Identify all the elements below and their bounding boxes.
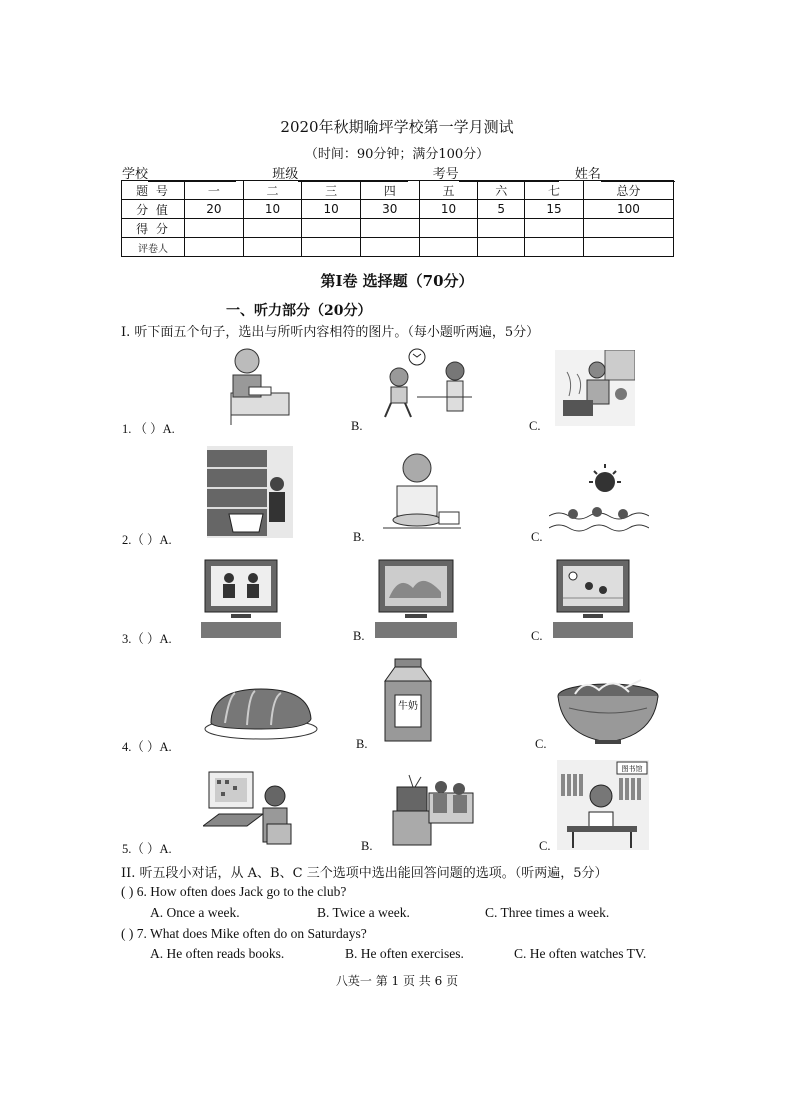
question-label: 1. （ ）A. <box>122 422 175 436</box>
tv-cartoon-image <box>375 558 457 638</box>
table-cell: 三 <box>302 181 361 200</box>
table-cell: 五 <box>419 181 478 200</box>
library-sign: 图书馆 <box>621 765 643 773</box>
score-cell[interactable] <box>243 219 302 238</box>
option-label: B. <box>351 419 363 433</box>
exam-title: 2020年秋期喻坪学校第一学月测试 <box>280 118 514 136</box>
tv-news-image <box>201 558 281 638</box>
question-instruction: II. 听五段小对话，从 A、B、C 三个选项中选出能回答问题的选项。（听两遍，5分） <box>121 866 608 881</box>
milk-carton-image <box>379 657 437 743</box>
option-b[interactable]: B. Twice a week. <box>317 905 410 920</box>
score-cell[interactable] <box>360 219 419 238</box>
table-cell: 100 <box>583 200 673 219</box>
table-cell: 10 <box>243 200 302 219</box>
bread-image <box>201 683 319 741</box>
page-footer: 八英一 第 1 页 共 6 页 <box>335 974 459 988</box>
option-label: C. <box>531 530 543 544</box>
score-cell[interactable] <box>525 219 584 238</box>
table-cell: 10 <box>419 200 478 219</box>
table-cell: 题 号 <box>122 181 185 200</box>
grader-cell[interactable] <box>243 238 302 257</box>
kids-playing-ball-image <box>377 347 472 427</box>
score-cell[interactable] <box>419 219 478 238</box>
supermarket-shopping-image <box>207 446 293 538</box>
option-label: C. <box>535 737 547 751</box>
table-cell: 二 <box>243 181 302 200</box>
question-stem: ( ) 7. What does Mike often do on Saturdays? <box>121 926 367 941</box>
school-label: 学校 <box>122 167 149 182</box>
section-title: 一、听力部分（20分） <box>226 303 372 319</box>
score-cell[interactable] <box>583 219 673 238</box>
table-row <box>122 181 674 200</box>
table-row <box>122 200 674 219</box>
table-cell: 30 <box>360 200 419 219</box>
option-b[interactable]: B. He often exercises. <box>345 946 464 961</box>
table-cell: 一 <box>185 181 244 200</box>
score-cell[interactable] <box>302 219 361 238</box>
question-label: 2.（ ）A. <box>122 533 172 547</box>
table-cell: 5 <box>478 200 525 219</box>
grader-cell[interactable] <box>360 238 419 257</box>
tv-sports-image <box>553 558 633 638</box>
table-cell: 六 <box>478 181 525 200</box>
boy-using-computer-image <box>203 770 297 850</box>
table-cell: 20 <box>185 200 244 219</box>
woman-washing-dishes-image <box>373 446 463 536</box>
class-label: 班级 <box>272 167 299 182</box>
table-cell: 七 <box>525 181 584 200</box>
option-c[interactable]: C. Three times a week. <box>485 905 610 920</box>
question-instruction: Ⅰ. 听下面五个句子，选出与所听内容相符的图片。（每小题听两遍，5分） <box>121 325 540 340</box>
grader-cell[interactable] <box>525 238 584 257</box>
option-c[interactable]: C. He often watches TV. <box>514 946 647 961</box>
exam-no-label: 考号 <box>432 167 459 182</box>
option-label: C. <box>539 839 551 853</box>
question-label: 5.（ ）A. <box>122 842 172 856</box>
table-cell: 分 值 <box>122 200 185 219</box>
score-cell[interactable] <box>185 219 244 238</box>
grader-cell[interactable] <box>583 238 673 257</box>
table-cell: 得 分 <box>122 219 185 238</box>
grader-cell[interactable] <box>419 238 478 257</box>
question-stem: ( ) 6. How often does Jack go to the club? <box>121 884 347 899</box>
name-label: 姓名 <box>574 167 601 182</box>
option-label: B. <box>356 737 368 751</box>
kids-swimming-image <box>549 462 649 536</box>
table-cell: 15 <box>525 200 584 219</box>
table-cell: 10 <box>302 200 361 219</box>
table-row <box>122 238 674 257</box>
grader-cell[interactable] <box>185 238 244 257</box>
boy-reading-image <box>213 345 291 427</box>
milk-label: 牛奶 <box>398 701 418 712</box>
option-label: C. <box>531 629 543 643</box>
noodle-bowl-image <box>555 678 661 746</box>
option-label: B. <box>361 839 373 853</box>
option-label: B. <box>353 629 365 643</box>
option-a[interactable]: A. Once a week. <box>150 905 240 920</box>
question-label: 3.（ ）A. <box>122 632 172 646</box>
exam-subtitle: （时间：90分钟；满分100分） <box>304 147 490 162</box>
option-label: B. <box>353 530 365 544</box>
option-a[interactable]: A. He often reads books. <box>150 946 285 961</box>
question-label: 4.（ ）A. <box>122 740 172 754</box>
woman-cooking-image <box>555 350 635 426</box>
option-label: C. <box>529 419 541 433</box>
part-title: 第Ⅰ卷 选择题（70分） <box>320 272 474 290</box>
grader-cell[interactable] <box>302 238 361 257</box>
family-watching-tv-image <box>383 773 477 849</box>
score-table <box>121 180 674 257</box>
table-row <box>122 219 674 238</box>
table-cell: 评卷人 <box>122 238 185 257</box>
boy-reading-in-library-image <box>557 760 649 850</box>
table-cell: 总分 <box>583 181 673 200</box>
table-cell: 四 <box>360 181 419 200</box>
grader-cell[interactable] <box>478 238 525 257</box>
score-cell[interactable] <box>478 219 525 238</box>
